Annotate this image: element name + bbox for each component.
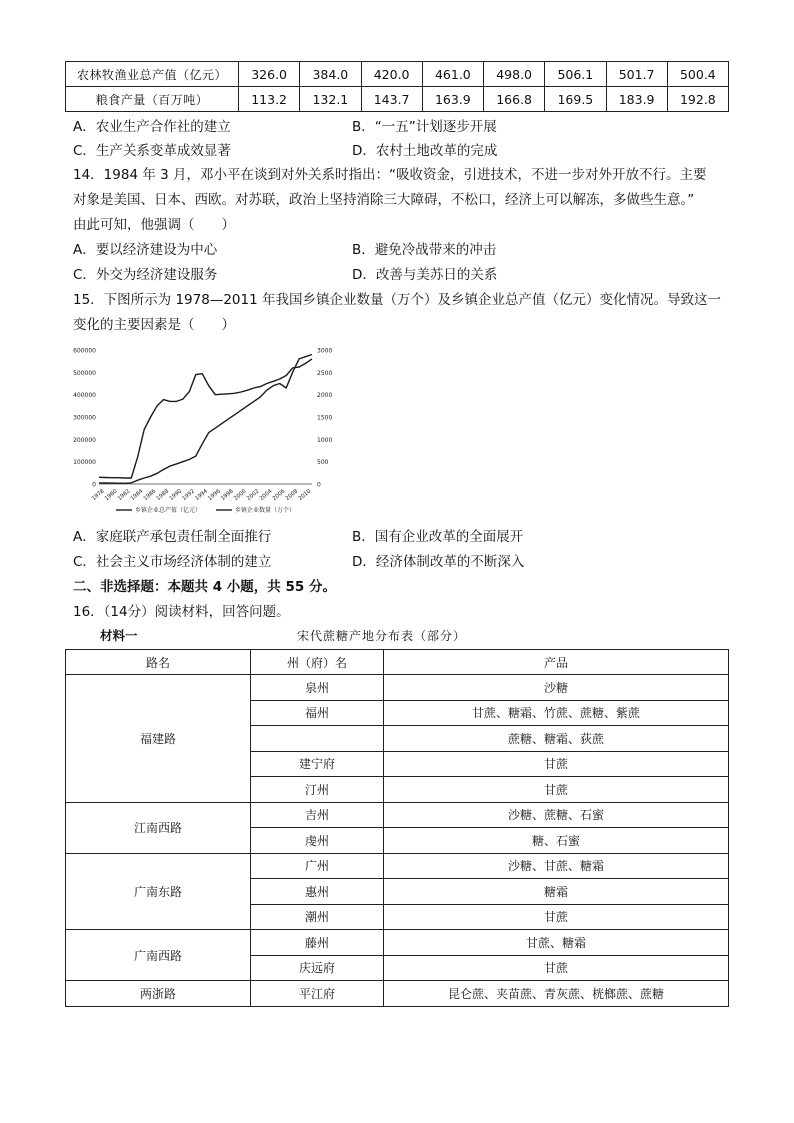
q16-intro: 16．（14分）阅读材料，回答问题。 xyxy=(73,604,290,620)
table-cell: 132.1 xyxy=(300,87,361,112)
column-header: 州（府）名 xyxy=(251,650,384,675)
y-right-tick-label: 3000 xyxy=(317,347,333,355)
x-tick-label: 2002 xyxy=(245,488,261,503)
legend-label-output-value: 乡镇企业总产值（亿元） xyxy=(135,507,202,514)
row-label: 粮食产量（百万吨） xyxy=(66,87,239,112)
route-name: 两浙路 xyxy=(66,981,251,1007)
x-tick-label: 2004 xyxy=(258,488,274,503)
q14-option-d: D．改善与美苏日的关系 xyxy=(352,267,498,283)
products: 沙糖 xyxy=(384,675,729,701)
prefecture-name: 潮州 xyxy=(251,904,384,930)
q15-option-a: A．家庭联产承包责任制全面推行 xyxy=(73,529,272,545)
products: 沙糖、蔗糖、石蜜 xyxy=(384,802,729,828)
q15-stem-line-1: 15．下图所示为 1978—2011 年我国乡镇企业数量（万个）及乡镇企业总产值（亿元）变化情况。导致这一 xyxy=(73,292,721,308)
table-cell: 113.2 xyxy=(239,87,300,112)
y-left-tick-label: 300000 xyxy=(73,414,96,422)
column-header: 产品 xyxy=(384,650,729,675)
q13-option-a: A．农业生产合作社的建立 xyxy=(73,119,231,135)
prefecture-name: 惠州 xyxy=(251,879,384,905)
prefecture-name: 虔州 xyxy=(251,828,384,854)
products: 甘蔗、糖霜、竹蔗、蔗糖、紫蔗 xyxy=(384,700,729,726)
series-line-output-value xyxy=(99,355,312,484)
output-table xyxy=(65,61,729,112)
sugar-origin-table xyxy=(65,649,729,1007)
x-tick-label: 1984 xyxy=(129,488,145,503)
y-left-tick-label: 0 xyxy=(92,481,96,489)
prefecture-name: 福州 xyxy=(251,700,384,726)
x-tick-label: 1982 xyxy=(116,488,132,503)
x-tick-label: 2008 xyxy=(284,488,300,503)
x-tick-label: 1996 xyxy=(207,488,222,503)
x-tick-label: 2000 xyxy=(233,488,248,503)
x-tick-label: 1980 xyxy=(103,488,119,503)
products: 甘蔗 xyxy=(384,955,729,981)
route-name: 江南西路 xyxy=(66,802,251,853)
products: 昆仑蔗、夹苗蔗、青灰蔗、桄榔蔗、蔗糖 xyxy=(384,981,729,1007)
y-right-tick-label: 2000 xyxy=(317,392,333,400)
products: 甘蔗 xyxy=(384,751,729,777)
table-cell: 192.8 xyxy=(667,87,728,112)
output-table-row xyxy=(66,62,729,87)
prefecture-name: 广州 xyxy=(251,853,384,879)
q15-option-b: B．国有企业改革的全面展开 xyxy=(352,529,524,545)
sugar-table-title: 宋代蔗糖产地分布表（部分） xyxy=(297,629,467,643)
q14-option-c: C．外交为经济建设服务 xyxy=(73,267,218,283)
x-tick-label: 1994 xyxy=(194,488,209,503)
q13-option-d: D．农村土地改革的完成 xyxy=(352,143,498,159)
q14-stem-line-2: 对象是美国、日本、西欧。对苏联，政治上坚持消除三大障碍，不松口，经济上可以解冻，多做些生意。” xyxy=(73,192,695,208)
y-right-tick-label: 0 xyxy=(317,481,321,489)
table-row xyxy=(66,802,729,828)
prefecture-name: 建宁府 xyxy=(251,751,384,777)
y-right-tick-label: 1000 xyxy=(317,436,333,444)
products: 甘蔗 xyxy=(384,904,729,930)
table-row xyxy=(66,853,729,879)
table-cell: 506.1 xyxy=(545,62,606,87)
table-cell: 384.0 xyxy=(300,62,361,87)
prefecture-name xyxy=(251,726,384,752)
section-2-title: 二、非选择题：本题共 4 小题，共 55 分。 xyxy=(73,579,336,595)
x-tick-label: 2006 xyxy=(271,488,287,503)
y-right-tick-label: 2500 xyxy=(317,369,333,377)
output-table-row xyxy=(66,87,729,112)
table-cell: 498.0 xyxy=(484,62,545,87)
route-name: 广南东路 xyxy=(66,853,251,930)
series-line-enterprise-count xyxy=(99,359,312,478)
products: 甘蔗 xyxy=(384,777,729,803)
x-tick-label: 1986 xyxy=(142,488,158,503)
table-cell: 183.9 xyxy=(606,87,667,112)
y-left-tick-label: 100000 xyxy=(73,459,96,467)
prefecture-name: 泉州 xyxy=(251,675,384,701)
table-cell: 169.5 xyxy=(545,87,606,112)
q15-dual-axis-chart xyxy=(66,340,356,522)
products: 沙糖、甘蔗、糖霜 xyxy=(384,853,729,879)
x-tick-label: 1998 xyxy=(220,488,235,503)
table-cell: 166.8 xyxy=(484,87,545,112)
column-header: 路名 xyxy=(66,650,251,675)
table-cell: 326.0 xyxy=(239,62,300,87)
x-tick-label: 1988 xyxy=(155,488,171,503)
table-row xyxy=(66,930,729,956)
y-left-tick-label: 600000 xyxy=(73,347,96,355)
q15-option-d: D．经济体制改革的不断深入 xyxy=(352,554,525,570)
products: 蔗糖、糖霜、荻蔗 xyxy=(384,726,729,752)
x-tick-label: 1978 xyxy=(91,488,106,503)
q15-option-c: C．社会主义市场经济体制的建立 xyxy=(73,554,272,570)
y-right-tick-label: 500 xyxy=(317,459,329,467)
q13-option-c: C．生产关系变革成效显著 xyxy=(73,143,231,159)
q13-option-b: B．“一五”计划逐步开展 xyxy=(352,119,497,135)
row-label: 农林牧渔业总产值（亿元） xyxy=(66,62,239,87)
legend-label-enterprise-count: 乡镇企业数量（万个） xyxy=(235,507,296,514)
x-tick-label: 1992 xyxy=(181,488,197,503)
q14-stem-line-1: 14．1984 年 3 月，邓小平在谈到对外关系时指出：“吸收资金，引进技术，不进一步对外开放不行。主要 xyxy=(73,167,707,183)
q14-stem-line-3: 由此可知，他强调（ ） xyxy=(73,217,235,233)
prefecture-name: 吉州 xyxy=(251,802,384,828)
table-cell: 501.7 xyxy=(606,62,667,87)
prefecture-name: 藤州 xyxy=(251,930,384,956)
table-cell: 461.0 xyxy=(422,62,483,87)
table-cell: 143.7 xyxy=(361,87,422,112)
sugar-table-header-row xyxy=(66,650,729,675)
products: 糖霜 xyxy=(384,879,729,905)
prefecture-name: 平江府 xyxy=(251,981,384,1007)
table-row xyxy=(66,981,729,1007)
y-left-tick-label: 500000 xyxy=(73,369,96,377)
material-label: 材料一 xyxy=(100,628,138,643)
products: 甘蔗、糖霜 xyxy=(384,930,729,956)
table-cell: 500.4 xyxy=(667,62,728,87)
prefecture-name: 汀州 xyxy=(251,777,384,803)
y-left-tick-label: 400000 xyxy=(73,392,96,400)
x-tick-label: 2010 xyxy=(297,488,313,503)
route-name: 广南西路 xyxy=(66,930,251,981)
q14-option-b: B．避免冷战带来的冲击 xyxy=(352,242,497,258)
table-cell: 163.9 xyxy=(422,87,483,112)
products: 糖、石蜜 xyxy=(384,828,729,854)
q14-option-a: A．要以经济建设为中心 xyxy=(73,242,218,258)
q15-stem-line-2: 变化的主要因素是（ ） xyxy=(73,317,235,333)
route-name: 福建路 xyxy=(66,675,251,803)
x-tick-label: 1990 xyxy=(168,488,184,503)
table-cell: 420.0 xyxy=(361,62,422,87)
prefecture-name: 庆远府 xyxy=(251,955,384,981)
y-left-tick-label: 200000 xyxy=(73,436,96,444)
table-row xyxy=(66,675,729,701)
y-right-tick-label: 1500 xyxy=(317,414,333,422)
